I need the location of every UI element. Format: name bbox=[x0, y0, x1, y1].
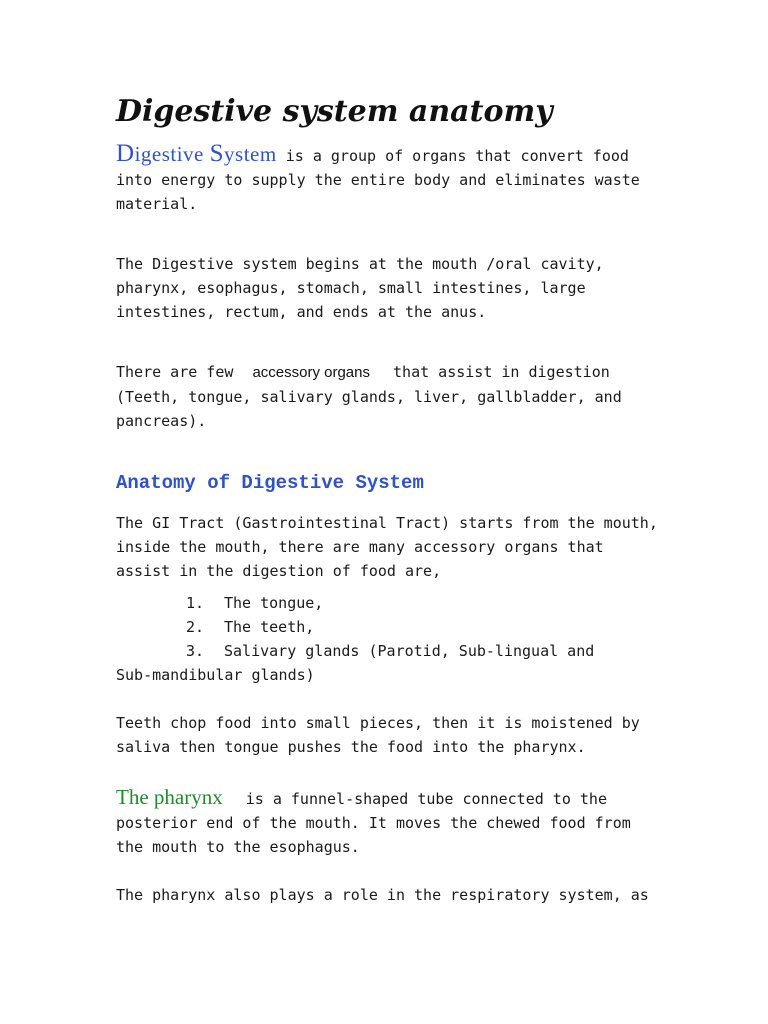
paragraph-respiratory: The pharynx also plays a role in the respiratory system, as bbox=[116, 886, 649, 904]
digestive-system-term: Digestive System bbox=[116, 140, 277, 167]
list-item: 1. The tongue, bbox=[186, 594, 324, 612]
accessory-organs-list bbox=[116, 591, 666, 663]
list-item: 3. Salivary glands (Parotid, Sub-lingual and bbox=[186, 642, 595, 660]
list-continuation: Sub-mandibular glands) bbox=[116, 666, 315, 684]
paragraph-teeth: Teeth chop food into small pieces, then it is moistened by saliva then tongue pushes the food into the pharynx. bbox=[116, 714, 640, 756]
document-page bbox=[116, 92, 666, 907]
accessory-organs-term: accessory organs bbox=[252, 364, 370, 381]
paragraph-accessory: There are few accessory organs that assist in digestion (Teeth, tongue, salivary glands, liver, gallbladder, and pancreas). bbox=[116, 363, 622, 430]
paragraph-begins: The Digestive system begins at the mouth /oral cavity, pharynx, esophagus, stomach, small intestines, large intestines, rectum, and ends at the anus. bbox=[116, 255, 604, 321]
document-title: Digestive system anatomy bbox=[116, 94, 553, 129]
list-item: 2. The teeth, bbox=[186, 618, 315, 636]
intro-paragraph bbox=[116, 142, 666, 216]
pharynx-term: The pharynx bbox=[116, 785, 223, 809]
paragraph-pharynx: The pharynx is a funnel-shaped tube connected to the posterior end of the mouth. It moves the chewed food from the mouth to the esophagus. bbox=[116, 785, 631, 856]
paragraph-gi-tract: The GI Tract (Gastrointestinal Tract) starts from the mouth, inside the mouth, there are many accessory organs that assist in the digestion of food are, bbox=[116, 514, 658, 580]
section-heading: Anatomy of Digestive System bbox=[116, 472, 424, 494]
intro-text: is a group of organs that convert food into energy to supply the entire body and eliminates waste material. bbox=[116, 147, 640, 213]
